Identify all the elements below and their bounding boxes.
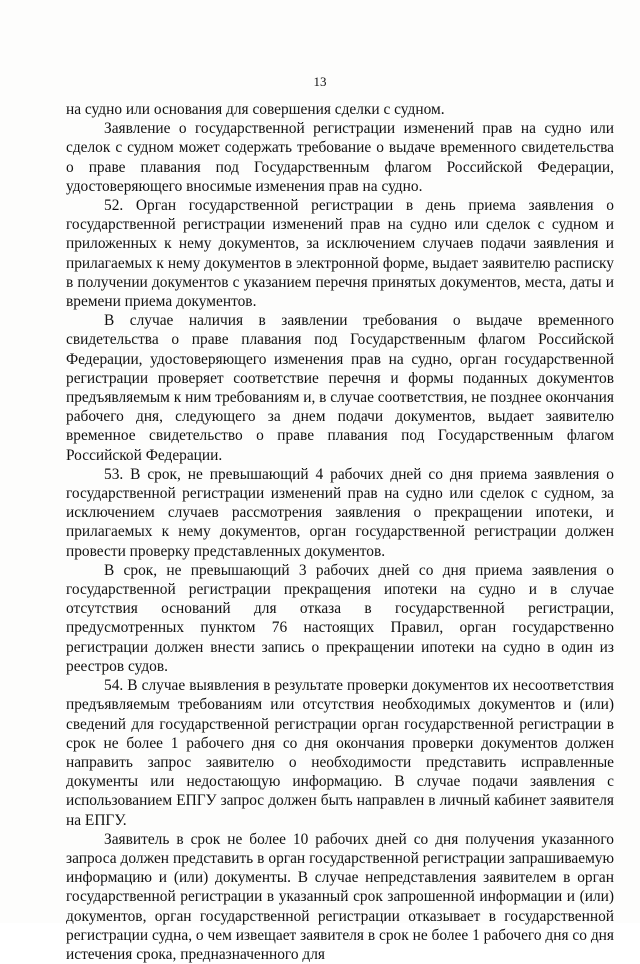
page-number: 13 [313,74,327,89]
paragraph: Заявитель в срок не более 10 рабочих дней со дня получения указанного запроса должен представить в орган государственной регистрации запрашиваемую информацию и (или) документы. В случае непредставления заявителем в орган государственной регистрации в указанный срок запрошенной информации и (или) документов, орган государственной регистрации отказывает в государственной регистрации судна, о чем извещает заявителя в срок не более 1 рабочего дня со дня истечения срока, предназначенного для [66,830,614,963]
document-body [66,100,614,964]
paragraph-item-53: 53. В срок, не превышающий 4 рабочих дней со дня приема заявления о государственной регистрации изменений прав на судно или сделок с судном, за исключением случаев рассмотрения заявления о прекращении ипотеки, и прилагаемых к нему документов, орган государственной регистрации должен провести проверку представленных документов. [66,465,614,560]
paragraph: Заявление о государственной регистрации изменений прав на судно или сделок с судном может содержать требование о выдаче временного свидетельства о праве плавания под Государственным флагом Российской Федерации, удостоверяющего вносимые изменения прав на судно. [66,120,614,195]
paragraph-item-52: 52. Орган государственной регистрации в день приема заявления о государственной регистрации изменений прав на судно или сделок с судном и приложенных к нему документов, за исключением случаев подачи заявления и прилагаемых к нему документов в электронной форме, выдает заявителю расписку в получении документов с указанием перечня принятых документов, места, даты и времени приема документов. [66,197,614,311]
paragraph-item-54: 54. В случае выявления в результате проверки документов их несоответствия предъявляемым требованиям или отсутствия необходимых документов и (или) сведений для государственной регистрации орган государственной регистрации в срок не более 1 рабочего дня со дня окончания проверки документов должен направить запрос заявителю о необходимости представить исправленные документы или недостающую информацию. В случае подачи заявления с использованием ЕПГУ запрос должен быть направлен в личный кабинет заявителя на ЕПГУ. [66,677,614,829]
paragraph-continuation: на судно или основания для совершения сделки с судном. [66,101,445,118]
paragraph: В срок, не превышающий 3 рабочих дней со дня приема заявления о государственной регистрации прекращения ипотеки на судно и в случае отсутствия оснований для отказа в государственной регистрации, предусмотренных пунктом 76 настоящих Правил, орган государственно регистрации должен внести запись о прекращении ипотеки на судно в один из реестров судов. [66,561,614,675]
paragraph: В случае наличия в заявлении требования о выдаче временного свидетельства о праве плавания под Государственным флагом Российской Федерации, удостоверяющего изменения прав на судно, орган государственной регистрации проверяет соответствие перечня и формы поданных документов предъявляемым к ним требованиям и, в случае соответствия, не позднее окончания рабочего дня, следующего за днем подачи документов, выдает заявителю временное свидетельство о праве плавания под Государственным флагом Российской Федерации. [66,312,614,464]
